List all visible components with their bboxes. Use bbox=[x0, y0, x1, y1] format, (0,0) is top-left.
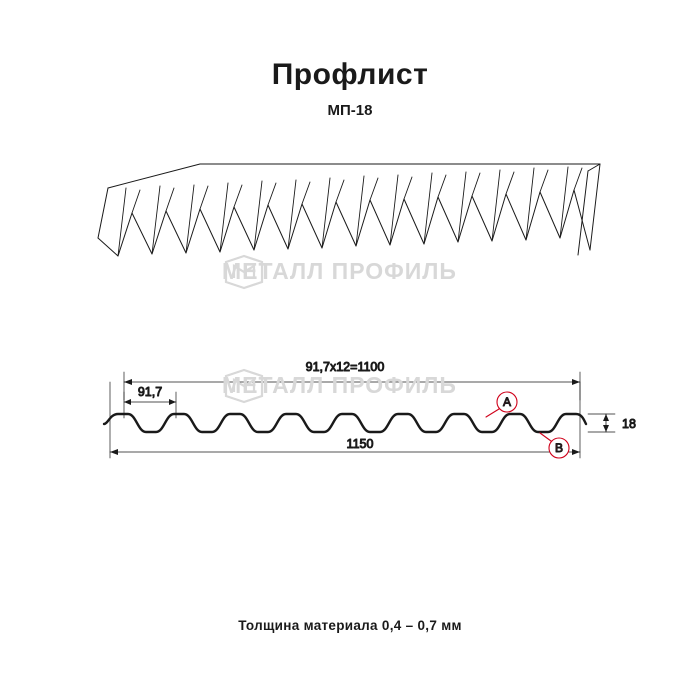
callout-b-label: B bbox=[554, 441, 564, 455]
material-thickness-note: Толщина материала 0,4 – 0,7 мм bbox=[238, 618, 462, 633]
pitch-label: 91,7 bbox=[137, 385, 163, 399]
callout-a-label: A bbox=[502, 395, 512, 409]
watermark-text: МЕТАЛЛ ПРОФИЛЬ bbox=[222, 258, 457, 284]
overall-width-label: 1150 bbox=[346, 437, 374, 451]
working-width-label: 91,7x12=1100 bbox=[305, 360, 385, 374]
height-label: 18 bbox=[622, 417, 636, 431]
product-code: МП-18 bbox=[327, 102, 373, 119]
page-title: Профлист bbox=[271, 58, 429, 91]
watermark-text: МЕТАЛЛ ПРОФИЛЬ bbox=[222, 372, 457, 398]
